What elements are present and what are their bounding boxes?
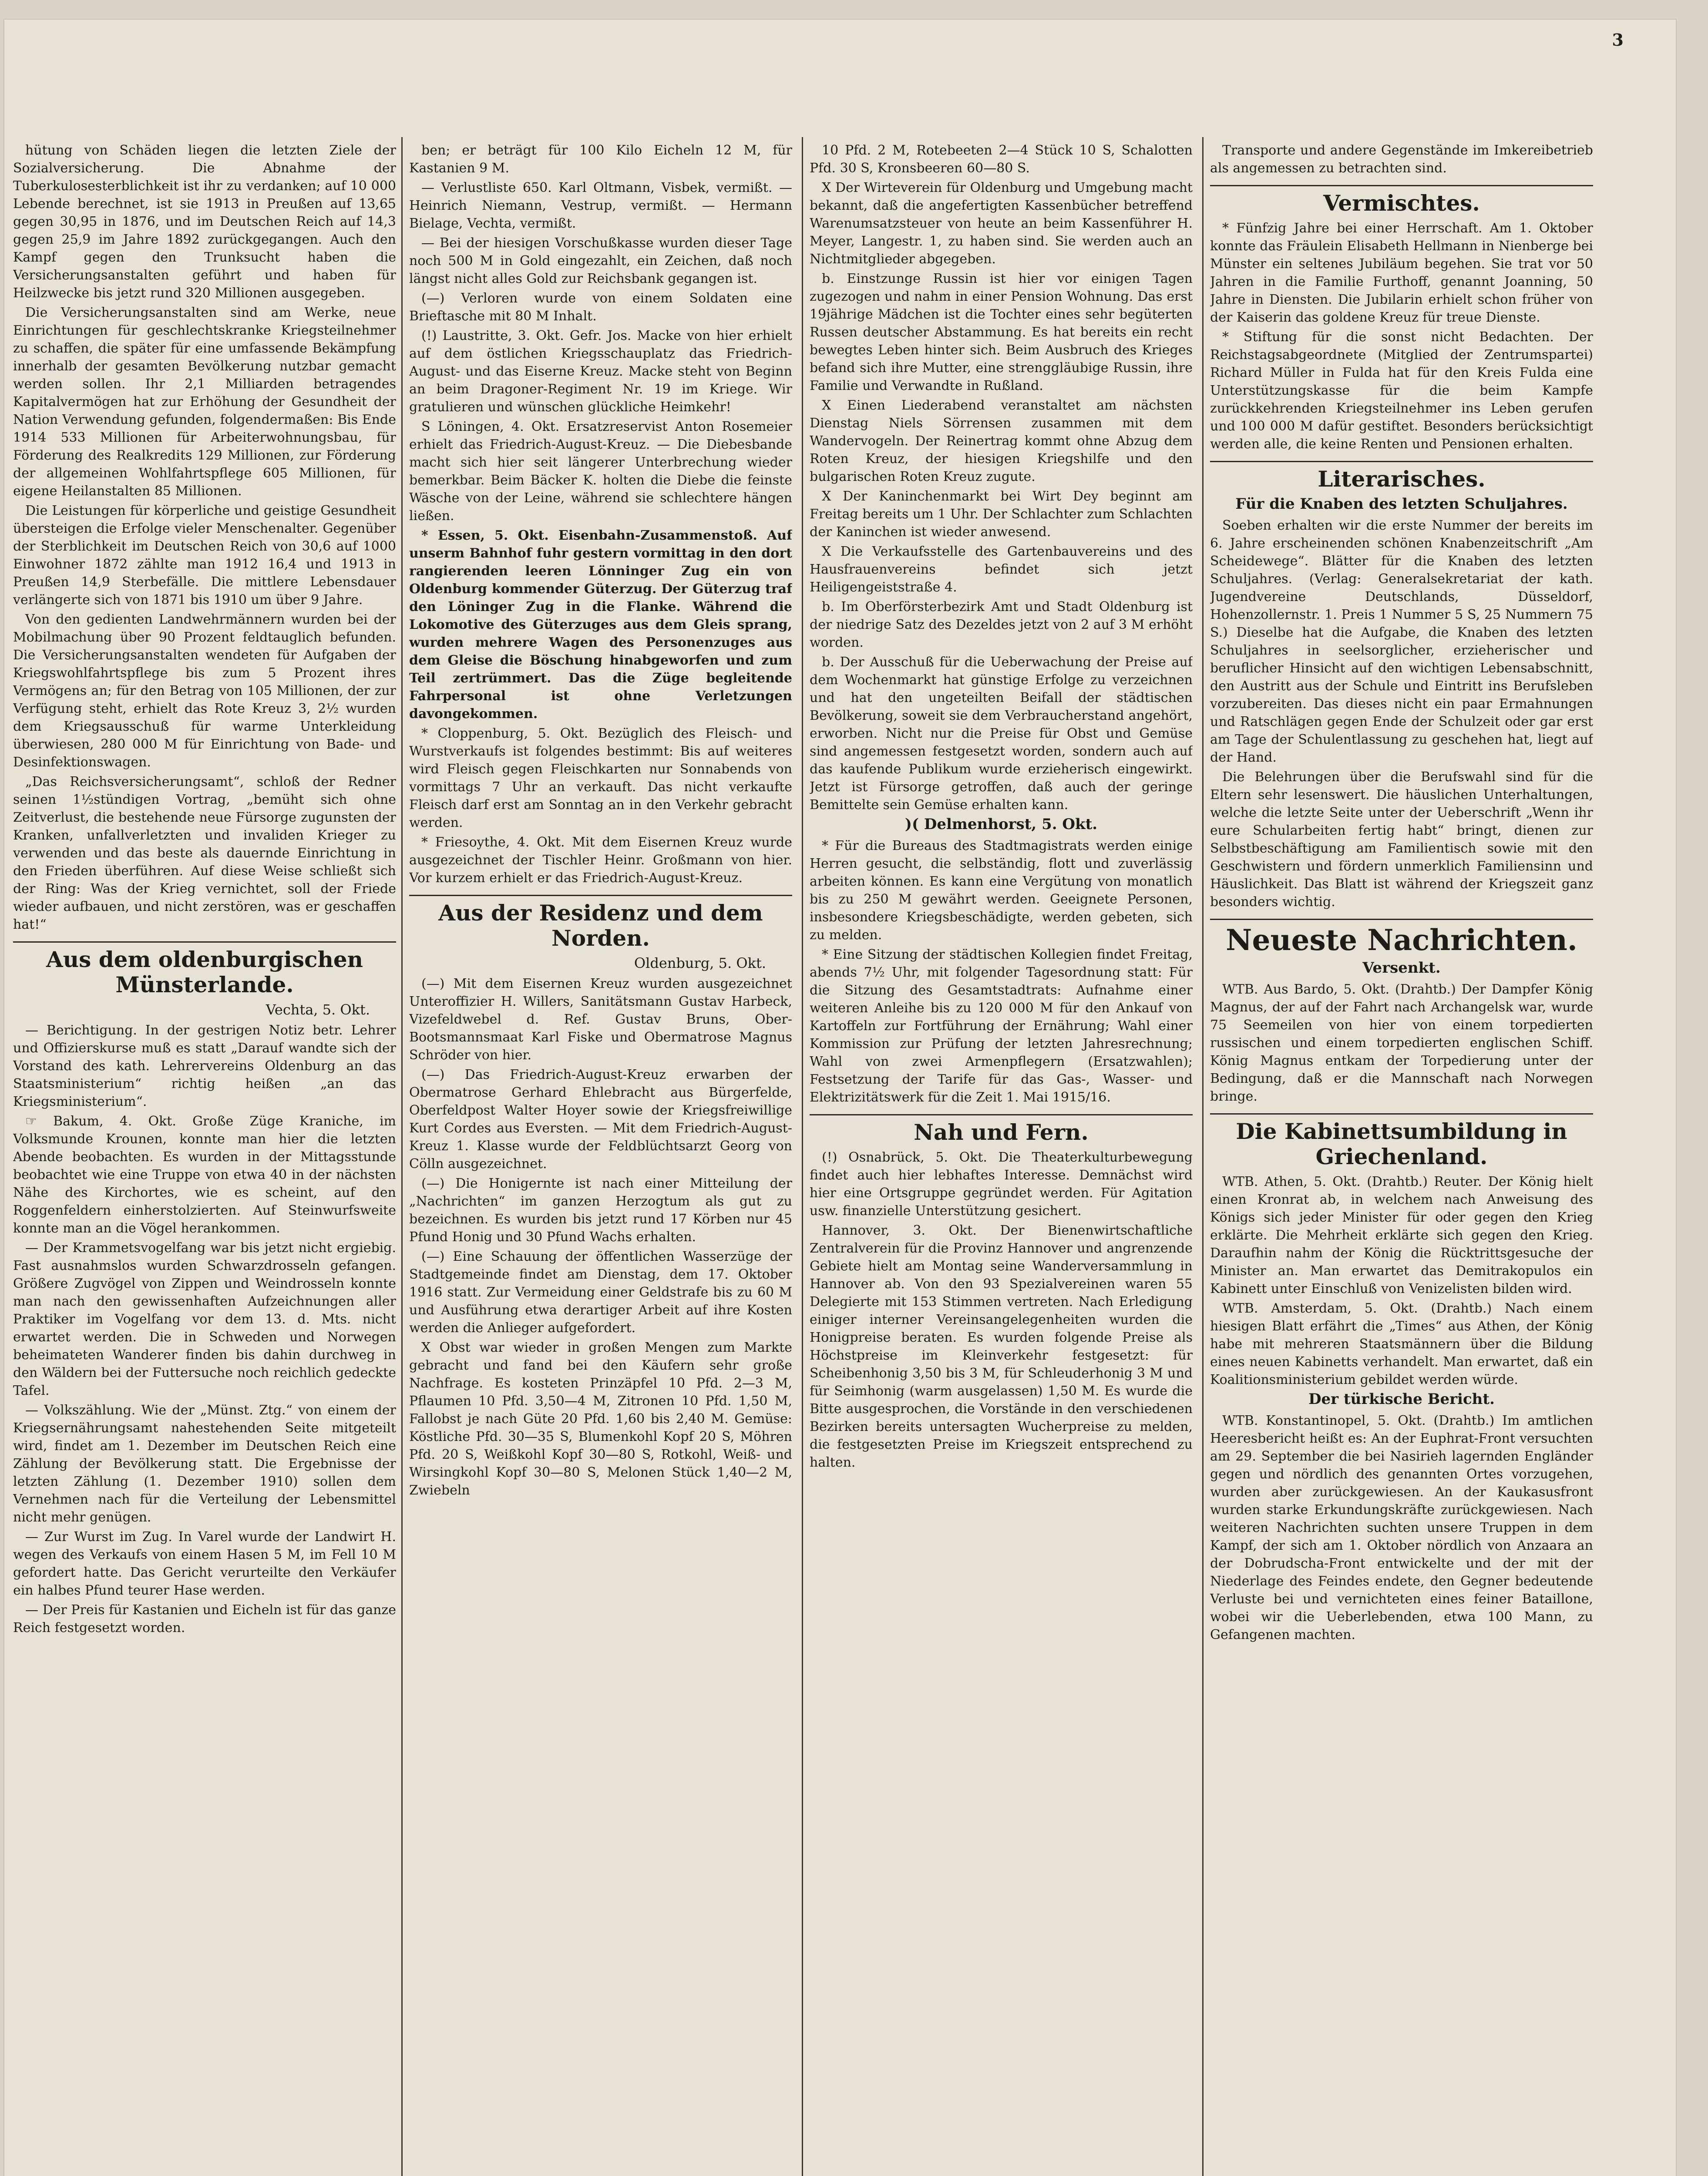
paragraph: Die Belehrungen über die Berufswahl sind für die Eltern sehr lesenswert. Die häuslichen Unterhaltungen, welche die letzte Seite unter der Ueberschrift „Wenn ihr eure Schularbeiten fertig habt“ bringt, dienen zur Selbstbeschäftigung am Familientisch sowie mit den Geschwistern und fördern unmerklich Familiensinn und Häuslichkeit. Das Blatt ist während der Kriegszeit ganz besonders wichtig.	[1210, 769, 1593, 910]
dateline: Oldenburg, 5. Okt.	[634, 955, 766, 971]
paragraph: Die Leistungen für körperliche und geistige Gesundheit übersteigen die Erfolge vieler Menschenalter. Gegenüber der Sterblichkeit im Deutschen Reich von 30,6 auf 1000 Einwohner 1872 zählte man 1912 16,4 und 1913 in Preußen 14,9 Sterbefälle. Die mittlere Lebensdauer verlängerte sich von 1871 bis 1910 um über 9 Jahre.	[13, 503, 396, 608]
paragraph: WTB. Aus Bardo, 5. Okt. (Drahtb.) Der Dampfer König Magnus, der auf der Fahrt nach Archangelsk war, wurde 75 Seemeilen von hier von einem torpedierten russischen und einem torpedierten englischen Schiff. König Magnus entkam der Torpedierung unter der Bedingung, daß er die Mannschaft nach Norwegen bringe.	[1210, 982, 1593, 1104]
paragraph: Die Versicherungsanstalten sind am Werke, neue Einrichtungen für geschlechtskranke Kriegsteilnehmer zu schaffen, die später für eine umfassende Bekämpfung innerhalb der gesamten Bevölkerung nutzbar gemacht werden sollen. Ihr 2,1 Milliarden betragendes Kapitalvermögen hat zur Erhöhung der Gesundheit der Nation Verwendung gefunden, folgendermaßen: Bis Ende 1914 533 Millionen für Arbeiterwohnungsbau, für Förderung des Realkredits 129 Millionen, zur Förderung der allgemeinen Wohlfahrtspflege 605 Millionen, für eigene Heilanstalten 85 Millionen.	[13, 305, 396, 499]
paragraph: — Verlustliste 650. Karl Oltmann, Visbek, vermißt. — Heinrich Niemann, Vestrup, vermißt. — Hermann Bielage, Vechta, vermißt.	[409, 180, 792, 231]
section-heading: Aus dem oldenburgischen Münsterlande.	[13, 941, 396, 997]
section-heading: Literarisches.	[1210, 461, 1593, 492]
paragraph: X Die Verkaufsstelle des Gartenbauvereins und des Hausfrauenvereins befindet sich jetzt Heiligengeiststraße 4.	[810, 544, 1193, 595]
paragraph: „Das Reichsversicherungsamt“, schloß der Redner seinen 1½stündigen Vortrag, „bemüht sich ohne Zeitverlust, die bestehende neue Fürsorge zugunsten der Kranken, unfallverletzten und invaliden Krieger zu verwenden und das beste als dauernde Einrichtung in den Frieden überführen. Auf diese Weise schließt sich der Ring: Was der Krieg vernichtet, soll der Friede wieder aufbauen, und nicht zerstören, was er geschaffen hat!“	[13, 774, 396, 932]
paragraph: ben; er beträgt für 100 Kilo Eicheln 12 M, für Kastanien 9 M.	[409, 143, 792, 176]
column-rule	[1202, 137, 1204, 2176]
paragraph: * Friesoythe, 4. Okt. Mit dem Eisernen Kreuz wurde ausgezeichnet der Tischler Heinr. Großmann von hier. Vor kurzem erhielt er das Friedrich-August-Kreuz.	[409, 835, 792, 886]
paragraph: b. Einstzunge Russin ist hier vor einigen Tagen zugezogen und nahm in einer Pension Wohnung. Das erst 19jährige Mädchen ist die Tochter eines sehr begüterten Russen deutscher Abstammung. Es hat bereits ein recht bewegtes Leben hinter sich. Beim Ausbruch des Krieges befand sich ihre Mutter, eine strenggläubige Russin, ihre Familie und Verwandte in Rußland.	[810, 271, 1193, 393]
paragraph: (—) Die Honigernte ist nach einer Mitteilung der „Nachrichten“ im ganzen Herzogtum als gut zu bezeichnen. Es wurden bis jetzt rund 17 Körben nur 45 Pfund Honig und 30 Pfund Wachs erhalten.	[409, 1176, 792, 1245]
section-heading: Vermischtes.	[1210, 185, 1593, 216]
dateline: Vechta, 5. Okt.	[266, 1001, 370, 1018]
paragraph: X Einen Liederabend veranstaltet am nächsten Dienstag Niels Sörrensen zusammen mit dem Wandervogeln. Der Reinertrag kommt ohne Abzug dem Roten Kreuz, der hiesigen Kriegshilfe und den bulgarischen Roten Kreuz zugute.	[810, 398, 1193, 484]
paragraph: Soeben erhalten wir die erste Nummer der bereits im 6. Jahre erscheinenden schönen Knabenzeitschrift „Am Scheidewege“. Blätter für die Knaben des letzten Schuljahres. (Verlag: Generalsekretariat der kath. Jugendvereine Deutschlands, Düsseldorf, Hohenzollernstr. 1. Preis 1 Nummer 5 S, 25 Nummern 75 S.) Dieselbe hat die Aufgabe, die Knaben des letzten Schuljahres in seelsorglicher, erzieherischer und beruflicher Hinsicht auf den wichtigen Lebensabschnitt, den Austritt aus der Schule und Eintritt ins Berufsleben vorzubereiten. Das dieses nicht ein paar Ermahnungen und Ratschlägen gegen Ende der Schulzeit oder gar erst am Tage der Schulentlassung zu geschehen hat, liegt auf der Hand.	[1210, 518, 1593, 765]
section-heading: Aus der Residenz und dem Norden.	[409, 895, 792, 951]
paragraph: * Stiftung für die sonst nicht Bedachten. Der Reichstagsabgeordnete (Mitglied der Zentrumspartei) Richard Müller in Fulda hat für den Kreis Fulda eine Unterstützungskasse für die beim Kampfe zurückkehrenden Kriegsteilnehmer ins Leben gerufen und 100 000 M dafür gestiftet. Besonders berücksichtigt werden alle, die keine Renten und Pensionen erhalten.	[1210, 329, 1593, 452]
paragraph: WTB. Amsterdam, 5. Okt. (Drahtb.) Nach einem hiesigen Blatt erfährt die „Times“ aus Athen, der König habe mit mehreren Staatsmännern über die Bildung eines neuen Kabinetts verhandelt. Man erwartet, daß ein Koalitionsministerium gebildet werden würde.	[1210, 1301, 1593, 1387]
dateline: )( Delmenhorst, 5. Okt.	[904, 816, 1098, 833]
paragraph: X Der Kaninchenmarkt bei Wirt Dey beginnt am Freitag bereits um 1 Uhr. Der Schlachter zum Schlachten der Kaninchen ist wieder anwesend.	[810, 489, 1193, 540]
paragraph: — Zur Wurst im Zug. In Varel wurde der Landwirt H. wegen des Verkaufs von einem Hasen 5 M, im Fell 10 M gefordert hatte. Das Gericht verurteilte den Verkäufer ein halbes Pfund teurer Hase werden.	[13, 1529, 396, 1598]
column-1	[13, 141, 396, 2176]
paragraph: b. Im Oberförsterbezirk Amt und Stadt Oldenburg ist der niedrige Satz des Dezeldes jetzt von 2 auf 3 M erhöht worden.	[810, 599, 1193, 650]
paragraph: S Löningen, 4. Okt. Ersatzreservist Anton Rosemeier erhielt das Friedrich-August-Kreuz. — Die Diebesbande macht sich hier seit längerer Unterbrechung wieder bemerkbar. Beim Bäcker K. holten die Diebe die feinste Wäsche von der Leine, während sie schlechtere hängen ließen.	[409, 419, 792, 524]
subheading: Versenkt.	[1362, 959, 1441, 977]
section-heading: Die Kabinettsumbildung in Griechenland.	[1210, 1113, 1593, 1169]
paragraph: (—) Verloren wurde von einem Soldaten eine Brieftasche mit 80 M Inhalt.	[409, 291, 792, 324]
paragraph: hütung von Schäden liegen die letzten Ziele der Sozialversicherung. Die Abnahme der Tuberkulosesterblichkeit ist ihr zu verdanken; auf 10 000 Lebende berechnet, ist sie 1913 in Preußen auf 13,65 gegen 30,95 in 1876, und im Deutschen Reich auf 14,3 gegen 25,9 im Jahre 1892 zurückgegangen. Auch den Kampf gegen den Trunksucht haben die Versicherungsanstalten geführt und haben für Heilzwecke bis jetzt rund 320 Millionen ausgegeben.	[13, 143, 396, 301]
paragraph: X Der Wirteverein für Oldenburg und Umgebung macht bekannt, daß die angefertigten Kassenbücher betreffend Warenumsatzsteuer von heute an beim Kassenführer H. Meyer, Langestr. 1, zu haben sind. Sie werden auch an Nichtmitglieder abgegeben.	[810, 180, 1193, 267]
subheading: Für die Knaben des letzten Schuljahres.	[1235, 495, 1568, 513]
paragraph: Von den gedienten Landwehrmännern wurden bei der Mobilmachung über 90 Prozent feldtauglich befunden. Die Versicherungsanstalten wendeten für Aufgaben der Kriegswohlfahrtspflege bis zum 5 Prozent ihres Vermögens an; für den Betrag von 105 Millionen, der zur Verfügung steht, erhielt das Rote Kreuz 3, 2½ wurden dem Kriegsausschuß für warme Unterkleidung überwiesen, 280 000 M für Einrichtung von Bade- und Desinfektionswagen.	[13, 612, 396, 770]
paragraph: b. Der Ausschuß für die Ueberwachung der Preise auf dem Wochenmarkt hat günstige Erfolge zu verzeichnen und hat den ungeteilten Beifall der städtischen Bevölkerung, soweit sie dem Verbraucherstand angehört, erworben. Nicht nur die Preise für Obst und Gemüse sind angemessen festgesetzt worden, sondern auch auf das kaufende Publikum wurde erzieherisch eingewirkt. Jetzt ist Fürsorge getroffen, daß auch der geringe Bemittelte sein Gemüse erhalten kann.	[810, 655, 1193, 813]
paragraph: (—) Mit dem Eisernen Kreuz wurden ausgezeichnet Unteroffizier H. Willers, Sanitätsmann Gustav Harbeck, Vizefeldwebel d. Ref. Gustav Bruns, Ober-Bootsmannsmaat Karl Fiske und Obermatrose Magnus Schröder von hier.	[409, 976, 792, 1063]
paragraph: (—) Das Friedrich-August-Kreuz erwarben der Obermatrose Gerhard Ehlebracht aus Bürgerfelde, Oberfeldpost Walter Hoyer sowie der Kriegsfreiwillige Kurt Cordes aus Eversten. — Mit dem Friedrich-August-Kreuz 1. Klasse wurde der Feldblüchtsarzt Georg von Cölln ausgezeichnet.	[409, 1067, 792, 1172]
paragraph: * Fünfzig Jahre bei einer Herrschaft. Am 1. Oktober konnte das Fräulein Elisabeth Hellmann in Nienberge bei Münster ein seltenes Jubiläum begehen. Sie trat vor 50 Jahren in die Familie Furthoff, genannt Joanning, 50 Jahre in Diensten. Die Jubilarin erhielt schon früher von der Kaiserin das goldene Kreuz für treue Dienste.	[1210, 221, 1593, 325]
paragraph: X Obst war wieder in großen Mengen zum Markte gebracht und fand bei den Käufern sehr große Nachfrage. Es kosteten Prinzäpfel 10 Pfd. 2—3 M, Pflaumen 10 Pfd. 3,50—4 M, Zitronen 10 Pfd. 1,50 M, Fallobst je nach Güte 20 Pfd. 1,60 bis 2,40 M. Gemüse: Köstliche Pfd. 30—35 S, Blumenkohl Kopf 20 S, Möhren Pfd. 20 S, Weißkohl Kopf 30—80 S, Rotkohl, Weiß- und Wirsingkohl Kopf 30—80 S, Melonen Stück 1,40—2 M, Zwiebeln	[409, 1340, 792, 1498]
paragraph: — Berichtigung. In der gestrigen Notiz betr. Lehrer und Offizierskurse muß es statt „Darauf wandte sich der Vorstand des kath. Lehrervereins Oldenburg an das Staatsministerium“ richtig heißen „an das Kriegsministerium“.	[13, 1023, 396, 1109]
paragraph: 10 Pfd. 2 M, Rotebeeten 2—4 Stück 10 S, Schalotten Pfd. 30 S, Kronsbeeren 60—80 S.	[810, 143, 1193, 176]
section-heading: Neueste Nachrichten.	[1210, 919, 1593, 956]
page-number: 3	[1612, 30, 1624, 50]
column-3	[810, 141, 1193, 2176]
section-heading: Nah und Fern.	[810, 1114, 1193, 1145]
paragraph: WTB. Athen, 5. Okt. (Drahtb.) Reuter. Der König hielt einen Kronrat ab, in welchem nach Anweisung des Königs sich jeder Minister für oder gegen den Krieg erklärte. Die Mehrheit erklärte sich gegen den Krieg. Daraufhin nahm der König die Rücktrittsgesuche der Minister an. Man erwartet das Demitrakopulos ein Kabinett unter Einschluß von Venizelisten bilden wird.	[1210, 1174, 1593, 1296]
paragraph: — Bei der hiesigen Vorschußkasse wurden dieser Tage noch 500 M in Gold eingezahlt, ein Zeichen, daß noch längst nicht alles Gold zur Reichsbank gegangen ist.	[409, 235, 792, 286]
paragraph: Transporte und andere Gegenstände im Imkereibetrieb als angemessen zu betrachten sind.	[1210, 143, 1593, 176]
paragraph: WTB. Konstantinopel, 5. Okt. (Drahtb.) Im amtlichen Heeresbericht heißt es: An der Euphrat-Front versuchten am 29. September die bei Nasirieh lagernden Engländer gegen und nördlich des genannten Ortes vorzugehen, wurden aber zurückgewiesen. An der Kaukasusfront wurden starke Erkundungskräfte zurückgewiesen. Nach weiteren Nachrichten suchten unsere Truppen in dem Kampf, der sich am 1. Oktober nördlich von Anzaara an der Dobrudscha-Front entwickelte und der mit der Niederlage des Feindes endete, den Gegner bedeutende Verluste bei und vernichteten eines feiner Bataillone, wobei wir die Ueberlebenden, etwa 100 Mann, zu Gefangenen machten.	[1210, 1413, 1593, 1642]
paragraph: — Volkszählung. Wie der „Münst. Ztg.“ von einem der Kriegsernährungsamt nahestehenden Seite mitgeteilt wird, findet am 1. Dezember im Deutschen Reich eine Zählung der Bevölkerung statt. Die Ergebnisse der letzten Zählung (1. Dezember 1910) sollen dem Vernehmen nach für die Verteilung der Lebensmittel nicht mehr genügen.	[13, 1403, 396, 1525]
column-rule	[401, 137, 403, 2176]
paragraph: * Für die Bureaus des Stadtmagistrats werden einige Herren gesucht, die selbständig, flott und zuverlässig arbeiten können. Es kann eine Vergütung von monatlich bis zu 250 M gewährt werden. Geeignete Personen, insbesondere Kriegsbeschädigte, werden gebeten, sich zu melden.	[810, 838, 1193, 943]
paragraph: (!) Laustritte, 3. Okt. Gefr. Jos. Macke von hier erhielt auf dem östlichen Kriegsschauplatz das Friedrich-August- und das Eiserne Kreuz. Macke steht von Beginn an beim Dragoner-Regiment Nr. 19 im Kriege. Wir gratulieren und wünschen glückliche Heimkehr!	[409, 328, 792, 415]
paragraph: (—) Eine Schauung der öffentlichen Wasserzüge der Stadtgemeinde findet am Dienstag, dem 17. Oktober 1916 statt. Zur Vermeidung einer Geldstrafe bis zu 60 M und Ausführung etwa derartiger Arbeit auf ihre Kosten werden die Anlieger aufgefordert.	[409, 1249, 792, 1336]
column-rule	[802, 137, 803, 2176]
paragraph: (!) Osnabrück, 5. Okt. Die Theaterkulturbewegung findet auch hier lebhaftes Interesse. Demnächst wird hier eine Ortsgruppe gegründet werden. Für Agitation usw. finanzielle Unterstützung gesichert.	[810, 1150, 1193, 1219]
paragraph: * Eine Sitzung der städtischen Kollegien findet Freitag, abends 7½ Uhr, mit folgender Tagesordnung statt: Für die Sitzung des Gesamtstadtrats: Aufnahme einer weiteren Anleihe bis zu 120 000 M für den Ankauf von Kartoffeln zur Fortführung der Ernährung; Wahl einer Kommission zur Prüfung der letzten Jahresrechnung; Wahl von zwei Armenpflegern (Ersatzwahlen); Festsetzung der Tarife für das Gas-, Wasser- und Elektrizitätswerk für die Zeit 1. Mai 1915/16.	[810, 947, 1193, 1105]
paragraph: — Der Preis für Kastanien und Eicheln ist für das ganze Reich festgesetzt worden.	[13, 1602, 396, 1635]
newspaper-page	[4, 20, 1676, 2176]
column-2	[409, 141, 792, 2176]
paragraph: * Essen, 5. Okt. Eisenbahn-Zusammenstoß. Auf unserm Bahnhof fuhr gestern vormittag in den dort rangierenden leeren Lönninger Zug ein von Oldenburg kommender Güterzug. Der Güterzug traf den Löninger Zug in die Flanke. Während die Lokomotive des Güterzuges aus dem Gleis sprang, wurden mehrere Wagen des Personenzuges aus dem Gleise die Böschung hinabgeworfen und zum Teil zertrümmert. Das die Züge begleitende Fahrpersonal ist ohne Verletzungen davongekommen.	[409, 528, 792, 722]
paragraph: — Der Krammetsvogelfang war bis jetzt nicht ergiebig. Fast ausnahmslos wurden Schwarzdrosseln gefangen. Größere Zugvögel von Zippen und Weindrosseln konnte man nach den gewissenhaften Aufzeichnungen aller Praktiker im Vogelfang vor dem 13. d. Mts. nicht erwartet werden. Die in Schweden und Norwegen beheimateten Wanderer finden bis dahin durchweg in den Wäldern bei der Futtersuche noch reichlich gedeckte Tafel.	[13, 1240, 396, 1398]
paragraph: * Cloppenburg, 5. Okt. Bezüglich des Fleisch- und Wurstverkaufs ist folgendes bestimmt: Bis auf weiteres wird Fleisch gegen Fleischkarten nur Sonnabends von vormittags 7 Uhr an verkauft. Das nicht verkaufte Fleisch darf erst am Sonntag an in den Verkehr gebracht werden.	[409, 726, 792, 830]
paragraph: ☞ Bakum, 4. Okt. Große Züge Kraniche, im Volksmunde Krounen, konnte man hier die letzten Abende beobachten. Es wurden in der Mittagsstunde beobachtet wie eine Truppe von etwa 40 in der nächsten Nähe des Kirchortes, wie es scheint, auf den Roggenfeldern einherstolzierten. Auf Steinwurfsweite konnte man an die Vögel herankommen.	[13, 1114, 396, 1236]
paragraph: Hannover, 3. Okt. Der Bienenwirtschaftliche Zentralverein für die Provinz Hannover und angrenzende Gebiete hielt am Montag seine Wanderversammlung in Hannover ab. Von den 93 Spezialvereinen waren 55 Delegierte mit 153 Stimmen vertreten. Nach Erledigung einiger interner Vereinsangelegenheiten wurden die Honigpreise beraten. Es wurden folgende Preise als Höchstpreise im Kleinverkehr festgesetzt: für Scheibenhonig 3,50 bis 3 M, für Schleuderhonig 3 M und für Seimhonig (warm ausgelassen) 1,50 M. Es wurde die Bitte ausgesprochen, die Vorstände in den verschiedenen Bezirken bereits untersagten Wucherpreise zu melden, die festgesetzten Preise im Kriegszeit entsprechend zu halten.	[810, 1223, 1193, 1470]
column-4	[1210, 141, 1593, 2176]
subheading: Der türkische Bericht.	[1308, 1390, 1495, 1408]
